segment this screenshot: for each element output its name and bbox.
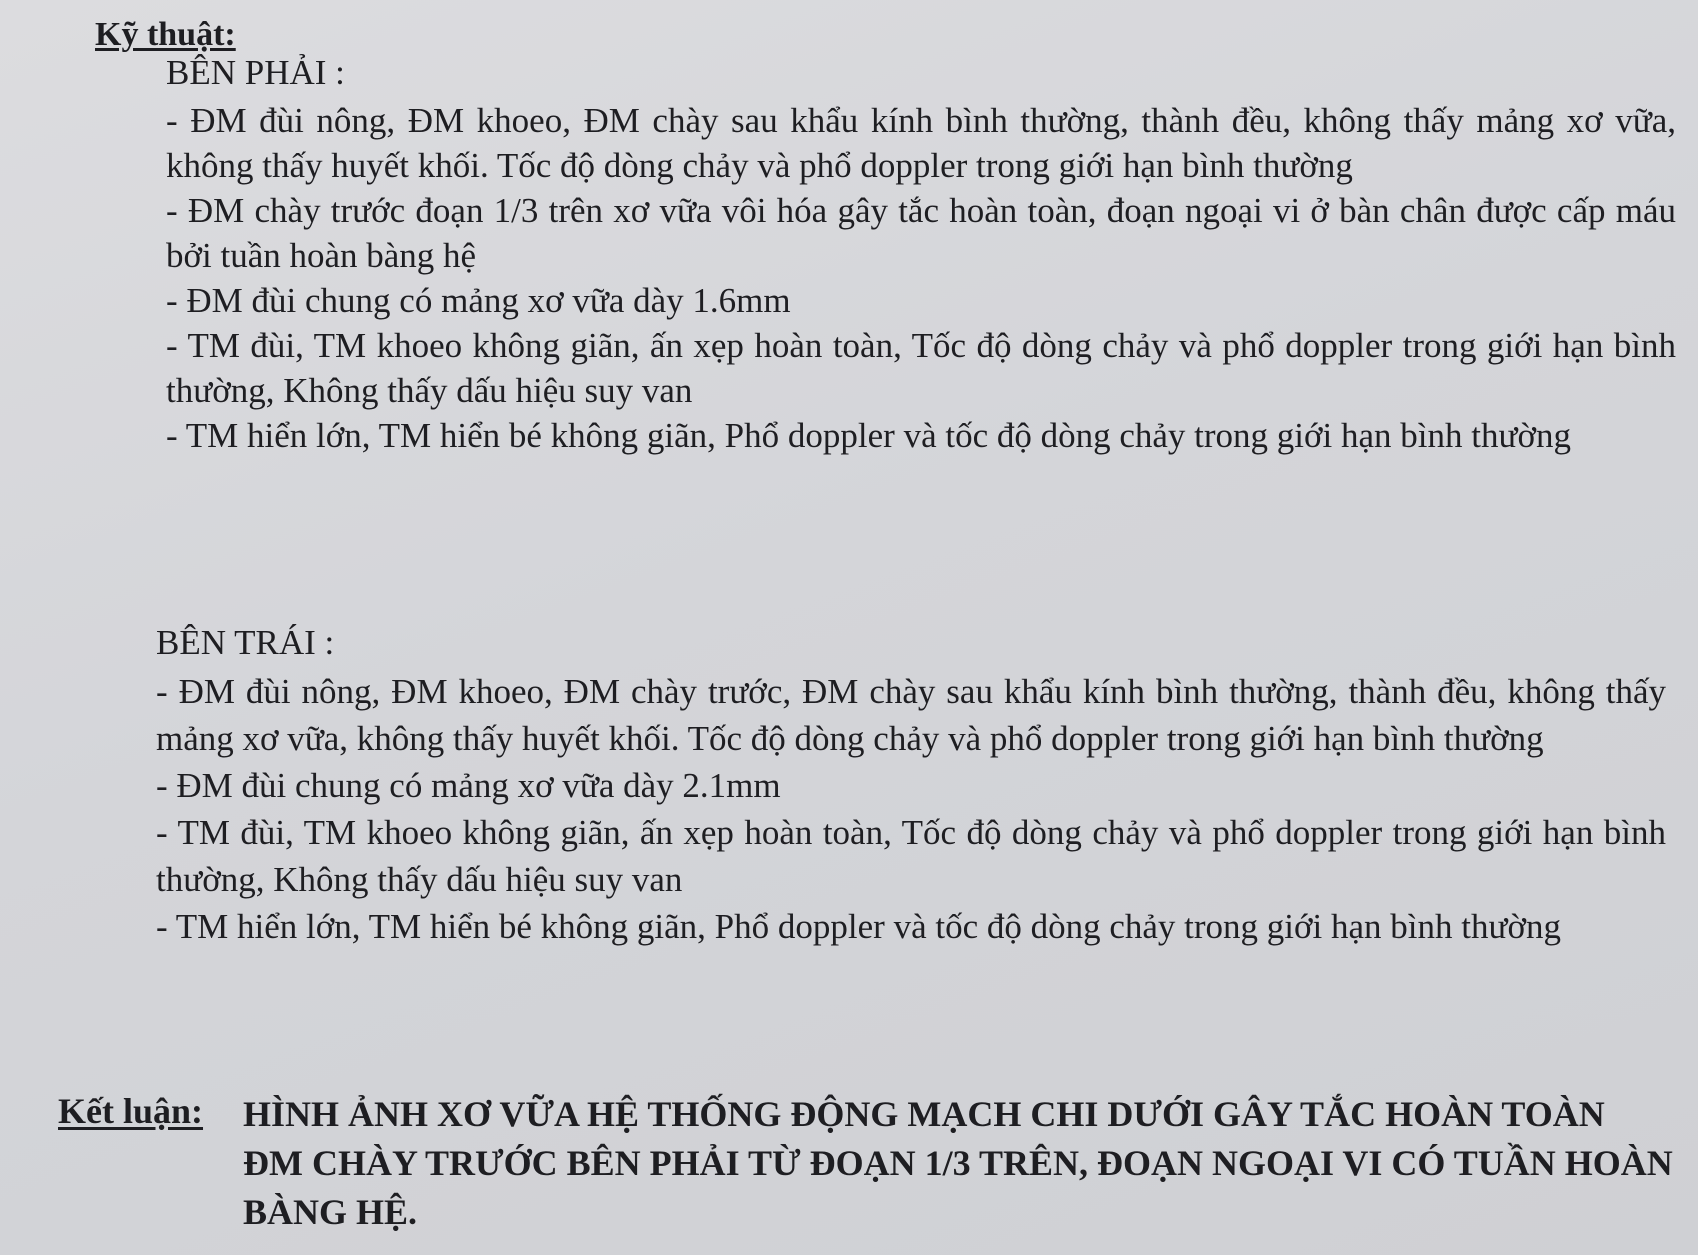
right-finding-3: - ĐM đùi chung có mảng xơ vữa dày 1.6mm: [166, 281, 791, 320]
right-finding-2: - ĐM chày trước đoạn 1/3 trên xơ vữa vôi hóa gây tắc hoàn toàn, đoạn ngoại vi ở bàn chân được cấp máu bởi tuần hoàn bàng hệ: [166, 191, 1676, 275]
left-finding-1: - ĐM đùi nông, ĐM khoeo, ĐM chày trước, ĐM chày sau khẩu kính bình thường, thành đều, không thấy mảng xơ vữa, không thấy huyết khối. Tốc độ dòng chảy và phổ doppler trong giới hạn bình thường: [156, 672, 1666, 758]
right-finding-1: - ĐM đùi nông, ĐM khoeo, ĐM chày sau khẩu kính bình thường, thành đều, không thấy mảng xơ vữa, không thấy huyết khối. Tốc độ dòng chảy và phổ doppler trong giới hạn bình thường: [166, 101, 1676, 185]
left-side-section: [156, 622, 1666, 950]
right-side-title: BÊN PHẢI :: [166, 53, 345, 92]
conclusion-label: Kết luận:: [58, 1091, 204, 1131]
left-finding-4: - TM hiển lớn, TM hiển bé không giãn, Phổ doppler và tốc độ dòng chảy trong giới hạn bình thường: [156, 907, 1561, 946]
left-side-title: BÊN TRÁI :: [156, 623, 335, 662]
left-side-findings: [156, 668, 1666, 950]
left-finding-2: - ĐM đùi chung có mảng xơ vữa dày 2.1mm: [156, 766, 781, 805]
conclusion-text: HÌNH ẢNH XƠ VỮA HỆ THỐNG ĐỘNG MẠCH CHI DƯỚI GÂY TẮC HOÀN TOÀN ĐM CHÀY TRƯỚC BÊN PHẢI TỪ ĐOẠN 1/3 TRÊN, ĐOẠN NGOẠI VI CÓ TUẦN HOÀN BÀNG HỆ.: [243, 1094, 1673, 1232]
right-finding-4: - TM đùi, TM khoeo không giãn, ấn xẹp hoàn toàn, Tốc độ dòng chảy và phổ doppler trong giới hạn bình thường, Không thấy dấu hiệu suy van: [166, 326, 1676, 410]
right-side-findings: [166, 98, 1676, 458]
left-finding-3: - TM đùi, TM khoeo không giãn, ấn xẹp hoàn toàn, Tốc độ dòng chảy và phổ doppler trong giới hạn bình thường, Không thấy dấu hiệu suy van: [156, 813, 1666, 899]
technique-heading: Kỹ thuật:: [95, 16, 236, 53]
right-side-section: [166, 52, 1676, 458]
right-finding-5: - TM hiển lớn, TM hiển bé không giãn, Phổ doppler và tốc độ dòng chảy trong giới hạn bình thường: [166, 416, 1571, 455]
